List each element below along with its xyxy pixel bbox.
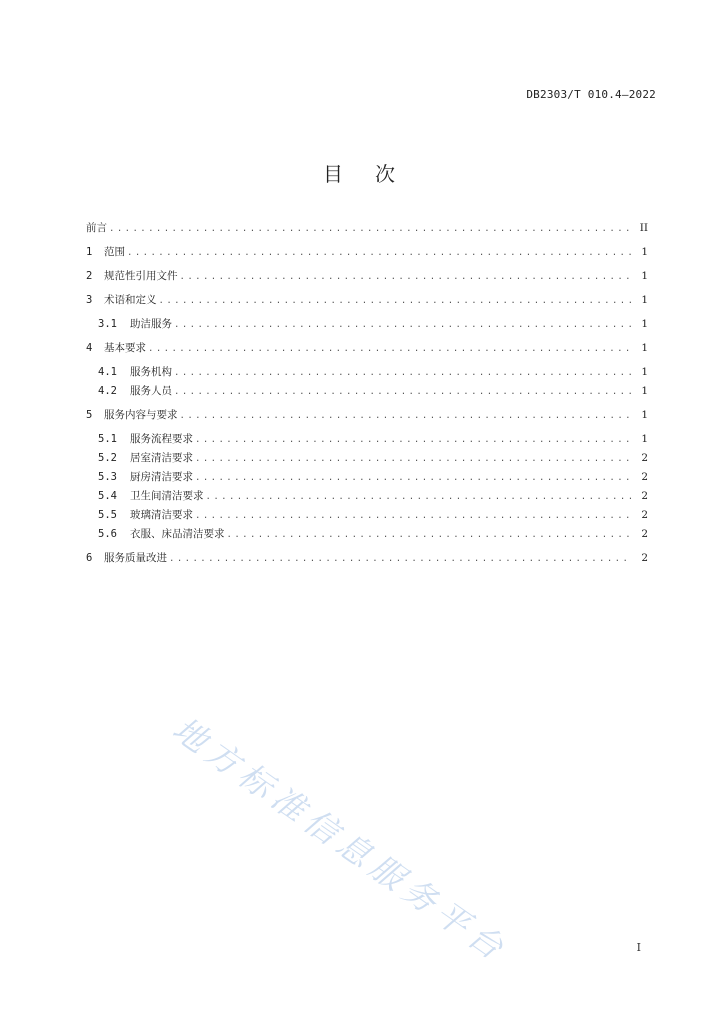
toc-entry-page: 2 <box>641 528 648 540</box>
toc-entry-number: 5.1 <box>98 433 117 445</box>
toc-entry-page: 2 <box>641 452 648 464</box>
toc-leader-dots <box>206 488 633 507</box>
toc-entry-label: 服务内容与要求 <box>104 409 178 421</box>
toc-entry-glass-cleaning[interactable] <box>86 506 648 525</box>
document-code: DB2303/T 010.4—2022 <box>526 88 656 101</box>
page-number: I <box>636 941 641 954</box>
toc-entry-service-staff[interactable] <box>86 382 648 401</box>
toc-entry-room-cleaning[interactable] <box>86 449 648 468</box>
toc-entry-foreword[interactable] <box>86 219 648 238</box>
toc-entry-page: II <box>639 222 648 234</box>
toc-leader-dots <box>169 550 632 569</box>
toc-entry-label: 厨房清洁要求 <box>130 471 193 483</box>
toc-entry-label: 助洁服务 <box>130 318 172 330</box>
toc-entry-number: 4.2 <box>98 385 117 397</box>
toc-entry-page: 1 <box>641 433 648 445</box>
toc-title: 目 次 <box>323 162 401 186</box>
toc-entry-number: 4.1 <box>98 366 117 378</box>
toc-leader-dots <box>180 407 633 426</box>
toc-entry-page: 2 <box>641 490 648 502</box>
toc-entry-service-content[interactable] <box>86 406 648 425</box>
toc-leader-dots <box>195 431 632 450</box>
toc-entry-normative-references[interactable] <box>86 267 648 286</box>
toc-entry-cleaning-service[interactable] <box>86 315 648 334</box>
toc-leader-dots <box>180 268 633 287</box>
toc-entry-page: 1 <box>641 385 648 397</box>
toc-entry-number: 5.4 <box>98 490 117 502</box>
toc-entry-number: 5.3 <box>98 471 117 483</box>
toc-entry-page: 1 <box>641 409 648 421</box>
toc-entry-label: 范围 <box>104 246 125 258</box>
toc-entry-clothes-bedding-cleaning[interactable] <box>86 525 648 544</box>
toc-entry-page: 1 <box>641 318 648 330</box>
toc-entry-page: 2 <box>641 509 648 521</box>
toc-leader-dots <box>195 507 632 526</box>
toc-entry-label: 服务流程要求 <box>130 433 193 445</box>
toc-entry-number: 5.5 <box>98 509 117 521</box>
toc-entry-number: 3 <box>86 294 93 306</box>
toc-entry-terms-definitions[interactable] <box>86 291 648 310</box>
toc-entry-page: 1 <box>641 342 648 354</box>
toc-entry-label: 基本要求 <box>104 342 146 354</box>
toc-entry-bathroom-cleaning[interactable] <box>86 487 648 506</box>
toc-entry-label: 玻璃清洁要求 <box>130 509 193 521</box>
toc-entry-service-institution[interactable] <box>86 363 648 382</box>
toc-entry-label: 前言 <box>86 222 107 234</box>
toc-leader-dots <box>159 292 633 311</box>
toc-entry-number: 6 <box>86 552 93 564</box>
toc-leader-dots <box>148 340 632 359</box>
toc-entry-basic-requirements[interactable] <box>86 339 648 358</box>
toc-entry-kitchen-cleaning[interactable] <box>86 468 648 487</box>
watermark: 地方标准信息服务平台 <box>165 709 516 971</box>
toc-entry-page: 2 <box>641 471 648 483</box>
toc-leader-dots <box>127 244 632 263</box>
toc-entry-number: 1 <box>86 246 93 258</box>
toc-entry-service-process[interactable] <box>86 430 648 449</box>
toc-entry-label: 服务质量改进 <box>104 552 167 564</box>
toc-entry-label: 服务人员 <box>130 385 172 397</box>
toc-entry-label: 居室清洁要求 <box>130 452 193 464</box>
toc-entry-page: 1 <box>641 270 648 282</box>
toc-entry-label: 术语和定义 <box>104 294 157 306</box>
toc-entry-page: 1 <box>641 246 648 258</box>
toc-entry-scope[interactable] <box>86 243 648 262</box>
toc-leader-dots <box>174 383 632 402</box>
toc-leader-dots <box>227 526 633 545</box>
toc-entry-label: 服务机构 <box>130 366 172 378</box>
toc-leader-dots <box>195 469 632 488</box>
toc-leader-dots <box>174 364 632 383</box>
toc-entry-page: 2 <box>641 552 648 564</box>
toc-leader-dots <box>109 220 632 239</box>
toc-leader-dots <box>195 450 632 469</box>
toc-entry-label: 规范性引用文件 <box>104 270 178 282</box>
toc-entry-number: 5 <box>86 409 93 421</box>
toc-entry-label: 衣服、床品清洁要求 <box>130 528 225 540</box>
toc-entry-page: 1 <box>641 294 648 306</box>
toc-entry-number: 5.2 <box>98 452 117 464</box>
toc-entry-number: 2 <box>86 270 93 282</box>
toc-entry-number: 5.6 <box>98 528 117 540</box>
toc-entry-quality-improvement[interactable] <box>86 549 648 568</box>
toc-entry-number: 3.1 <box>98 318 117 330</box>
toc-entry-label: 卫生间清洁要求 <box>130 490 204 502</box>
toc-leader-dots <box>174 316 632 335</box>
table-of-contents <box>86 219 648 568</box>
toc-entry-page: 1 <box>641 366 648 378</box>
toc-entry-number: 4 <box>86 342 93 354</box>
